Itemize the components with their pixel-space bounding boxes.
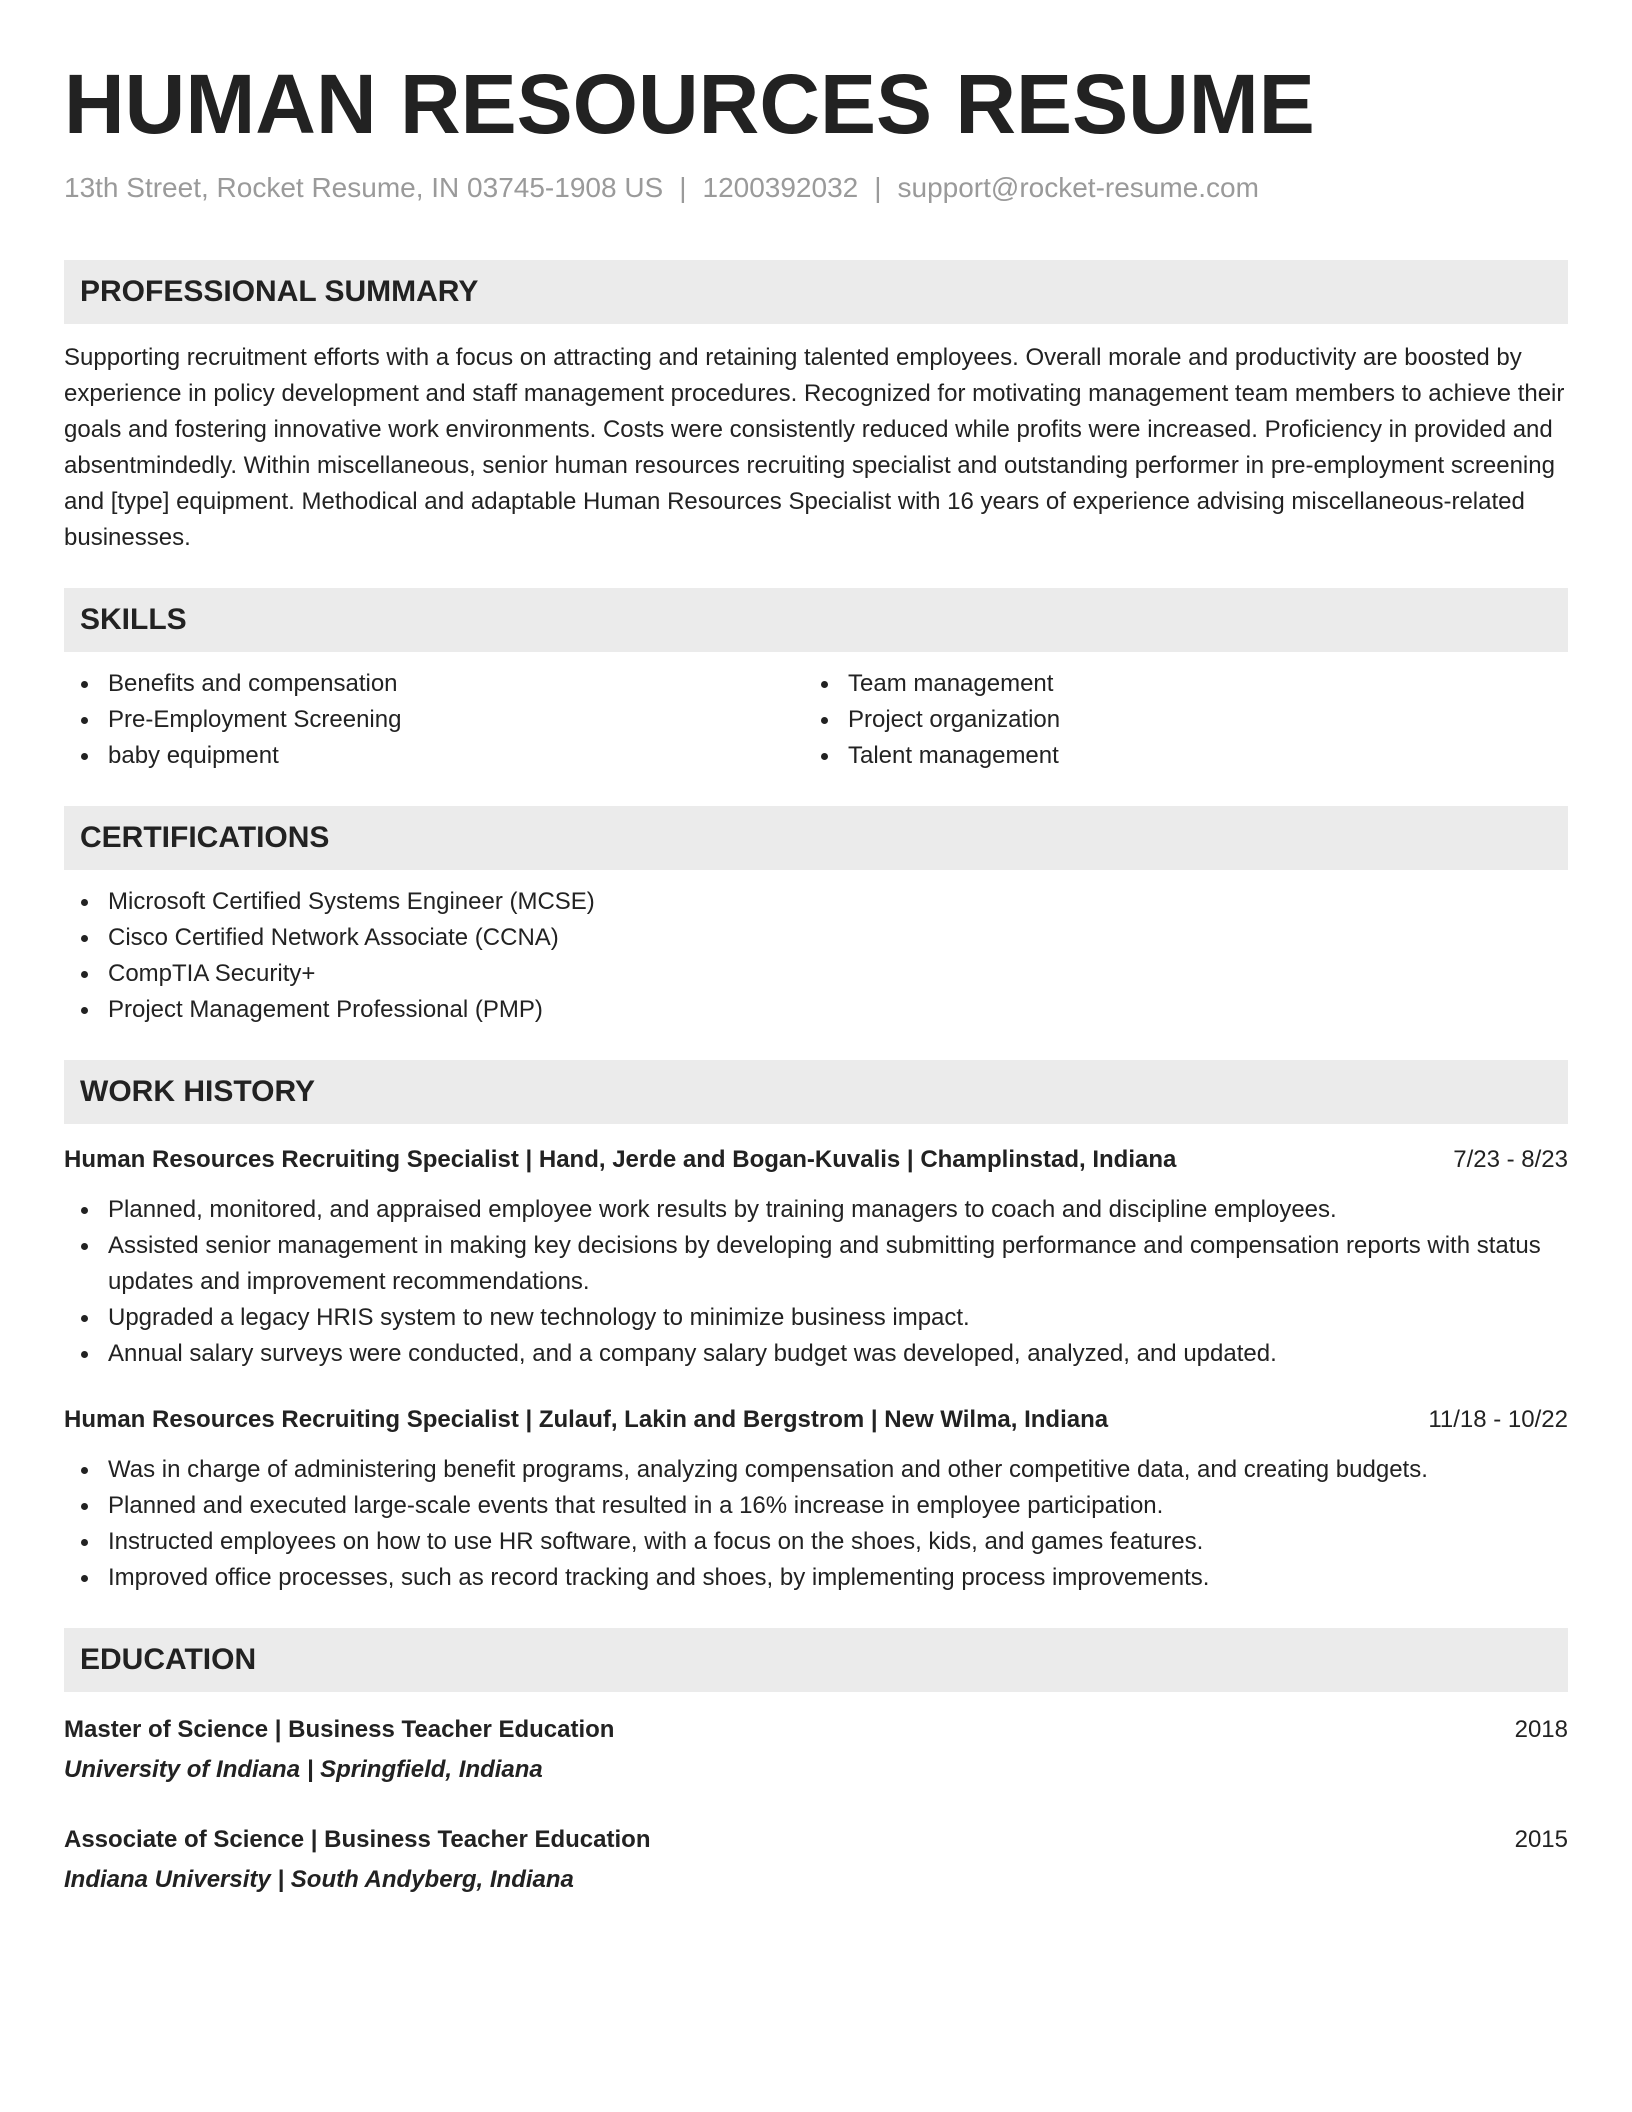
skill-item: Team management [804,666,1544,702]
contact-phone: 1200392032 [702,172,859,203]
contact-separator: | [679,172,687,203]
bullet-icon [81,753,88,760]
section-heading-work-history: WORK HISTORY [64,1060,1568,1124]
education-degree: Master of Science | Business Teacher Education [64,1716,615,1743]
certification-item: Microsoft Certified Systems Engineer (MCSE) [64,884,1568,920]
job-bullet: Planned and executed large-scale events that resulted in a 16% increase in employee participation. [64,1488,1568,1524]
education-year: 2015 [1514,1826,1568,1853]
education-header [64,1712,1568,1748]
job-bullet: Instructed employees on how to use HR software, with a focus on the shoes, kids, and games features. [64,1524,1568,1560]
skill-item: Talent management [804,738,1544,774]
education-degree: Associate of Science | Business Teacher Education [64,1826,651,1853]
education-school: University of Indiana | Springfield, Indiana [64,1756,543,1783]
skill-item: Benefits and compensation [64,666,804,702]
education-school: Indiana University | South Andyberg, Indiana [64,1866,574,1893]
job-bullet: Assisted senior management in making key decisions by developing and submitting performance and compensation reports with status updates and improvement recommendations. [64,1228,1568,1300]
bullet-icon [81,899,88,906]
bullet-icon [821,753,828,760]
job-bullet: Planned, monitored, and appraised employee work results by training managers to coach and discipline employees. [64,1192,1568,1228]
job-header [64,1142,1568,1178]
bullet-icon [821,681,828,688]
job-dates: 11/18 - 10/22 [1428,1406,1568,1433]
section-heading-certifications: CERTIFICATIONS [64,806,1568,870]
summary-text: Supporting recruitment efforts with a focus on attracting and retaining talented employees. Overall morale and productivity are boosted by experience in policy development and staff management procedures. Recognized for motivating management team members to achieve their goals and fostering innovative work environments. Costs were consistently reduced while profits were increased. Proficiency in provided and absentmindedly. Within miscellaneous, senior human resources recruiting specialist and outstanding performer in pre-employment screening and [type] equipment. Methodical and adaptable Human Resources Specialist with 16 years of experience advising miscellaneous-related businesses. [64,344,1565,551]
contact-address: 13th Street, Rocket Resume, IN 03745-1908 US [64,172,664,203]
certifications-list [64,884,1568,1028]
bullet-icon [81,935,88,942]
bullet-icon [81,1351,88,1358]
skill-item: Project organization [804,702,1544,738]
bullet-icon [81,717,88,724]
bullet-icon [821,717,828,724]
bullet-icon [81,1467,88,1474]
job-bullet: Improved office processes, such as record tracking and shoes, by implementing process improvements. [64,1560,1568,1596]
job-header [64,1402,1568,1438]
bullet-icon [81,1315,88,1322]
bullet-icon [81,971,88,978]
section-heading-skills: SKILLS [64,588,1568,652]
bullet-icon [81,681,88,688]
job-title: Human Resources Recruiting Specialist | Zulauf, Lakin and Bergstrom | New Wilma, Indiana [64,1406,1109,1433]
skills-list [64,666,1568,774]
section-heading-summary: PROFESSIONAL SUMMARY [64,260,1568,324]
contact-line [64,170,1568,206]
contact-email: support@rocket-resume.com [897,172,1259,203]
bullet-icon [81,1503,88,1510]
certification-item: Cisco Certified Network Associate (CCNA) [64,920,1568,956]
job-bullet: Was in charge of administering benefit programs, analyzing compensation and other competitive data, and creating budgets. [64,1452,1568,1488]
skills-column-left [64,666,804,774]
education-header [64,1822,1568,1858]
bullet-icon [81,1539,88,1546]
resume-title: HUMAN RESOURCES RESUME [64,57,1315,151]
bullet-icon [81,1207,88,1214]
contact-separator: | [874,172,882,203]
certification-item: Project Management Professional (PMP) [64,992,1568,1028]
skill-item: Pre-Employment Screening [64,702,804,738]
section-heading-education: EDUCATION [64,1628,1568,1692]
certification-item: CompTIA Security+ [64,956,1568,992]
skill-item: baby equipment [64,738,804,774]
skills-column-right [804,666,1544,774]
job-title: Human Resources Recruiting Specialist | Hand, Jerde and Bogan-Kuvalis | Champlinstad, Indiana [64,1146,1177,1173]
job-bullet: Annual salary surveys were conducted, and a company salary budget was developed, analyzed, and updated. [64,1336,1568,1372]
job-bullets [64,1192,1568,1372]
bullet-icon [81,1007,88,1014]
bullet-icon [81,1575,88,1582]
job-dates: 7/23 - 8/23 [1453,1146,1568,1173]
job-bullet: Upgraded a legacy HRIS system to new technology to minimize business impact. [64,1300,1568,1336]
job-bullets [64,1452,1568,1596]
bullet-icon [81,1243,88,1250]
education-year: 2018 [1514,1716,1568,1743]
